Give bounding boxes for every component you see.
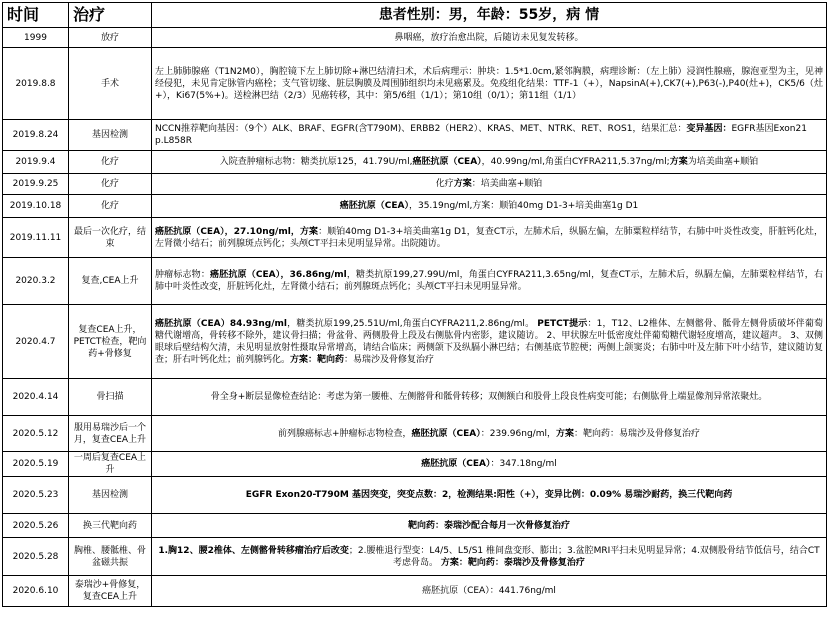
row-date: 2019.9.25 <box>3 174 69 195</box>
header-treatment: 治疗 <box>69 3 152 28</box>
detail-segment: 癌胚抗原（CEA） <box>412 157 482 167</box>
detail-segment: 入院查肿瘤标志物：糖类抗原125，41.79U/ml, <box>219 157 413 167</box>
row-treatment: 胸椎、腰骶椎、骨盆磁共振 <box>69 538 152 576</box>
row-treatment: 放疗 <box>69 28 152 48</box>
table-row <box>3 174 827 195</box>
row-detail <box>152 452 827 477</box>
detail-segment: 癌胚抗原（CEA）：441.76ng/ml <box>422 586 556 596</box>
detail-segment: ，糖类抗原199,25.51U/ml,角蛋白CYFRA211,2.86ng/ml。 <box>287 318 538 329</box>
header-row <box>3 3 827 28</box>
row-treatment: 基因检测 <box>69 120 152 151</box>
table-row <box>3 379 827 416</box>
row-detail <box>152 305 827 379</box>
row-date: 2020.5.19 <box>3 452 69 477</box>
row-detail <box>152 477 827 514</box>
detail-segment: PETCT提示 <box>537 318 588 329</box>
row-treatment: 基因检测 <box>69 477 152 514</box>
table-row <box>3 28 827 48</box>
row-treatment: 复查,CEA上升 <box>69 258 152 305</box>
detail-segment: ：培美曲塞+顺铂 <box>471 179 543 189</box>
header-patient-info: 患者性别：男，年龄：55岁，病 情 <box>152 3 827 28</box>
detail-segment: 方案：靶向药 <box>290 354 345 365</box>
table-row <box>3 218 827 258</box>
row-date: 1999 <box>3 28 69 48</box>
table-row <box>3 48 827 120</box>
detail-segment: ：易瑞沙及骨修复治疗 <box>344 354 435 365</box>
table-row <box>3 452 827 477</box>
detail-segment: ：239.96ng/ml， <box>480 428 556 439</box>
detail-segment: 肿瘤标志物： <box>155 270 211 280</box>
row-treatment: 骨扫描 <box>69 379 152 416</box>
row-detail <box>152 416 827 452</box>
row-date: 2020.5.23 <box>3 477 69 514</box>
table-row <box>3 514 827 538</box>
detail-segment: 1.胸12、腰2椎体、左侧髂骨转移瘤治疗后改变 <box>158 545 349 556</box>
detail-segment: ；2.腰椎退行型变：L4/5、L5/S1 椎间盘变形、膨出；3.盆腔MRI平扫未见明显异常；4.双侧股骨结节低信号，结合CT考虑骨岛。 <box>348 545 820 568</box>
detail-segment: 左上肺肺腺癌（T1N2M0），胸腔镜下左上肺切除+淋巴结清扫术，术后病理示：肿块：1.5*1.0cm,紧邻胸膜，病理诊断：（左上肺）浸润性腺癌，腺泡亚型为主，见神经侵犯，未见肯定脉管内癌栓；支气管切缘、脏层胸膜及周围肺组织均未见癌累及。免疫组化结果：TTF-1（+），NapsinA(+),CK7(+),P63(-),P40(灶+)，CK5/6（灶+），Ki67(5%+)。送检淋巴结（2/3）见癌转移，其中：第5/6组（1/1）；第10组（0/1）；第11组（1/1） <box>155 66 823 101</box>
table-row <box>3 576 827 607</box>
row-date: 2020.5.12 <box>3 416 69 452</box>
row-date: 2019.8.24 <box>3 120 69 151</box>
row-date: 2020.6.10 <box>3 576 69 607</box>
detail-segment: 癌胚抗原（CEA），36.86ng/ml <box>210 270 347 280</box>
header-time: 时间 <box>3 3 69 28</box>
detail-segment: 方案 <box>555 428 574 439</box>
detail-segment: ：顺铂40mg D1-3+培美曲塞1g D1，复查CT示，左肺术后，纵膈左偏，左肺粟粒样结节，右肺中叶炎性改变，肝脏钙化灶，左肾微小结石；前列腺斑点钙化；头颅CT平扫未见明显异常。出院随访。 <box>155 226 823 249</box>
row-date: 2019.10.18 <box>3 195 69 218</box>
row-detail <box>152 174 827 195</box>
detail-segment: 前列腺癌标志+肿瘤标志物检查， <box>277 428 412 439</box>
row-detail <box>152 195 827 218</box>
row-date: 2019.11.11 <box>3 218 69 258</box>
row-detail <box>152 28 827 48</box>
row-treatment: 泰瑞沙+骨修复，复查CEA上升 <box>69 576 152 607</box>
table-row <box>3 195 827 218</box>
row-treatment: 化疗 <box>69 195 152 218</box>
detail-segment: 骨全身+断层显像检查结论：考虑为第一腰椎、左侧髂骨和骶骨转移；双侧额白和股骨上段良性病变可能；右侧肱骨上端显像剂异常浓聚灶。 <box>210 392 768 402</box>
row-detail <box>152 218 827 258</box>
detail-segment: EGFR Exon20-T790M 基因突变，突变点数：2，检测结果:阳性（+），变异比例：0.09% 易瑞沙耐药，换三代靶向药 <box>245 490 733 500</box>
row-detail <box>152 120 827 151</box>
table-row <box>3 477 827 514</box>
detail-segment: ，35.19ng/ml,方案：顺铂40mg D1-3+培美曲塞1g D1 <box>408 201 639 211</box>
detail-segment: 变异基因： <box>686 124 732 134</box>
row-detail <box>152 538 827 576</box>
row-date: 2019.9.4 <box>3 151 69 174</box>
row-detail <box>152 514 827 538</box>
detail-segment: ：靶向药：易瑞沙及骨修复治疗 <box>573 428 700 439</box>
row-treatment: 化疗 <box>69 151 152 174</box>
detail-segment: ，40.99ng/ml,角蛋白CYFRA211,5.37ng/ml; <box>481 157 670 167</box>
detail-segment: 靶向药：泰瑞沙配合每月一次骨修复治疗 <box>407 520 570 531</box>
row-date: 2020.3.2 <box>3 258 69 305</box>
row-date: 2020.5.28 <box>3 538 69 576</box>
detail-segment: ：1，T12、L2椎体、左侧髂骨、骶骨左侧骨质破坏伴葡萄糖代谢增高，骨转移不除外，建议骨扫描；骨盆骨、两侧股骨上段及右侧肱骨内密影，建议随访。 2、甲状腺左叶低密度灶伴葡萄糖代谢轻度增高，建议超声。 3、双侧眼球后壁结构欠清，未见明显放射性摄取异常增高，请结合临床；两侧颌下及纵膈小淋巴结；右侧基底节腔梗；两侧上颌窦炎；右肺中叶及左肺下叶小结节，建议随访复查；肝右叶钙化灶；前列腺钙化。 <box>155 318 823 365</box>
detail-segment: 癌胚抗原（CEA）84.93ng/ml <box>155 318 287 329</box>
row-treatment: 复查CEA上升，PETCT检查，靶向药+骨修复 <box>69 305 152 379</box>
detail-segment: 方案 <box>669 157 688 167</box>
detail-segment: 癌胚抗原（CEA） <box>411 428 481 439</box>
detail-segment: 鼻咽癌，放疗治愈出院，后随访未见复发转移。 <box>394 32 584 43</box>
detail-segment: 方案：靶向药：泰瑞沙及骨修复治疗 <box>440 557 585 568</box>
table-row <box>3 151 827 174</box>
table-row <box>3 305 827 379</box>
row-treatment: 化疗 <box>69 174 152 195</box>
detail-segment: ，糖类抗原199,27.99U/ml，角蛋白CYFRA211,3.65ng/ml，复查CT示，左肺术后，纵膈左偏，左肺粟粒样结节，右肺中叶炎性改变，肝脏钙化灶，左肾微小结石；前列腺斑点钙化；头颅CT平扫未见明显异常。 <box>155 270 823 292</box>
detail-segment: 方案 <box>453 179 472 189</box>
row-date: 2020.4.7 <box>3 305 69 379</box>
detail-segment: 癌胚抗原（CEA） <box>339 201 409 211</box>
row-treatment: 服用易瑞沙后一个月，复查CEA上升 <box>69 416 152 452</box>
row-detail <box>152 48 827 120</box>
row-date: 2019.8.8 <box>3 48 69 120</box>
detail-segment: ：347.18ng/ml <box>490 459 557 469</box>
row-detail <box>152 576 827 607</box>
row-treatment: 手术 <box>69 48 152 120</box>
row-treatment: 最后一次化疗，结束 <box>69 218 152 258</box>
table-body <box>3 28 827 607</box>
row-treatment: 换三代靶向药 <box>69 514 152 538</box>
row-date: 2020.4.14 <box>3 379 69 416</box>
row-date: 2020.5.26 <box>3 514 69 538</box>
table-row <box>3 416 827 452</box>
detail-segment: 癌胚抗原（CEA） <box>421 459 491 469</box>
table-row <box>3 538 827 576</box>
detail-segment: 癌胚抗原（CEA），27.10ng/ml，方案 <box>155 226 319 237</box>
row-detail <box>152 258 827 305</box>
row-detail <box>152 151 827 174</box>
detail-segment: NCCN推荐靶向基因：（9个）ALK、BRAF、EGFR(含T790M)、ERBB2（HER2）、KRAS、MET、NTRK、RET、ROS1，结果汇总： <box>155 124 687 134</box>
detail-segment: 化疗 <box>435 179 454 189</box>
row-detail <box>152 379 827 416</box>
row-treatment: 一周后复查CEA上升 <box>69 452 152 477</box>
detail-segment: 为培美曲塞+顺铂 <box>687 157 759 167</box>
table-row <box>3 258 827 305</box>
detail-segment: EGFR基因Exon21 p.L858R <box>155 124 807 146</box>
table-row <box>3 120 827 151</box>
case-table <box>2 2 827 607</box>
